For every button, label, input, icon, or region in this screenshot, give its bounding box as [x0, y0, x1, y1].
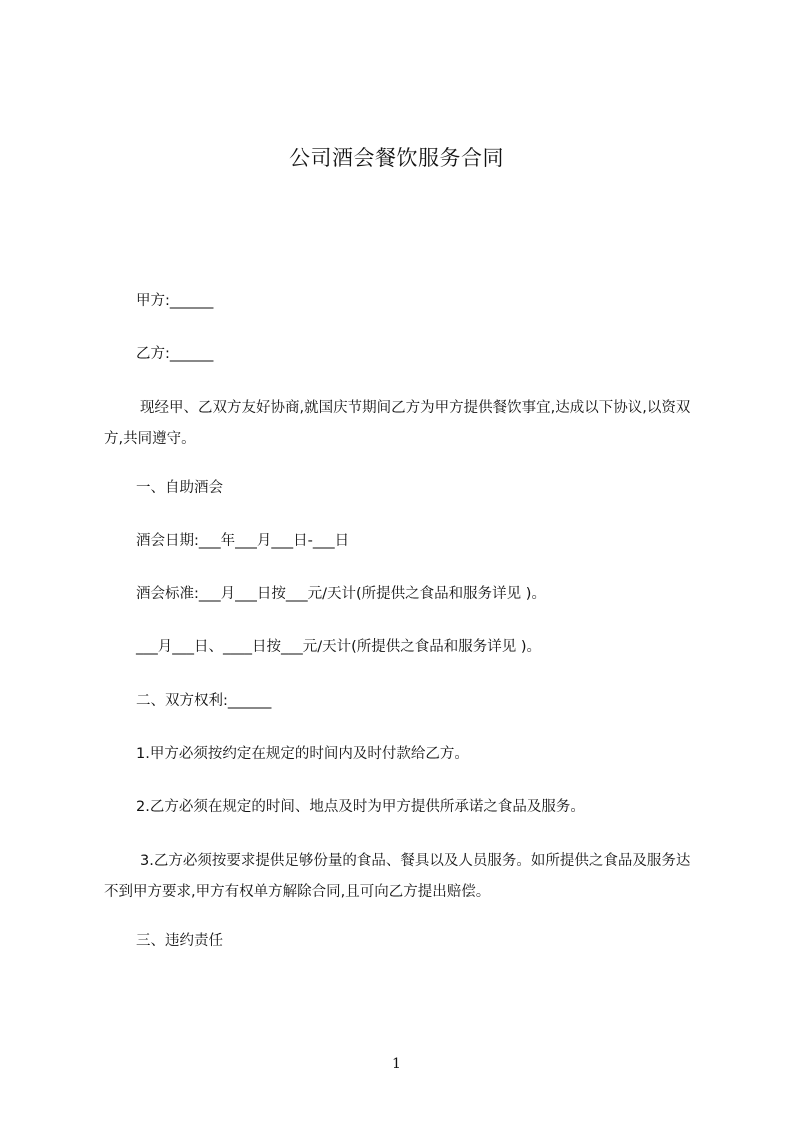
- right-item-2: 2.乙方必须在规定的时间、地点及时为甲方提供所承诺之食品及服务。: [136, 799, 585, 815]
- document-title: 公司酒会餐饮服务合同: [289, 146, 504, 170]
- section-2-heading: 二、双方权利:______: [136, 693, 272, 709]
- party-a-line: 甲方:______: [136, 293, 214, 309]
- reception-standard-line: 酒会标准:___月___日按___元/天计(所提供之食品和服务详见 )。: [136, 586, 546, 602]
- party-b-line: 乙方:______: [136, 346, 214, 362]
- right-item-1: 1.甲方必须按约定在规定的时间内及时付款给乙方。: [136, 746, 469, 762]
- reception-standard-line-2: ___月___日、____日按___元/天计(所提供之食品和服务详见 )。: [136, 639, 542, 655]
- page-number: 1: [392, 1056, 401, 1072]
- reception-date-line: 酒会日期:___年___月___日-___日: [136, 533, 350, 549]
- section-3-heading: 三、违约责任: [136, 933, 223, 949]
- section-1-heading: 一、自助酒会: [136, 480, 223, 496]
- intro-paragraph: 现经甲、乙双方友好协商,就国庆节期间乙方为甲方提供餐饮事宜,达成以下协议,以资双方,共同遵守。: [104, 400, 691, 447]
- right-item-3: 3.乙方必须按要求提供足够份量的食品、餐具以及人员服务。如所提供之食品及服务达不到甲方要求,甲方有权单方解除合同,且可向乙方提出赔偿。: [104, 853, 691, 900]
